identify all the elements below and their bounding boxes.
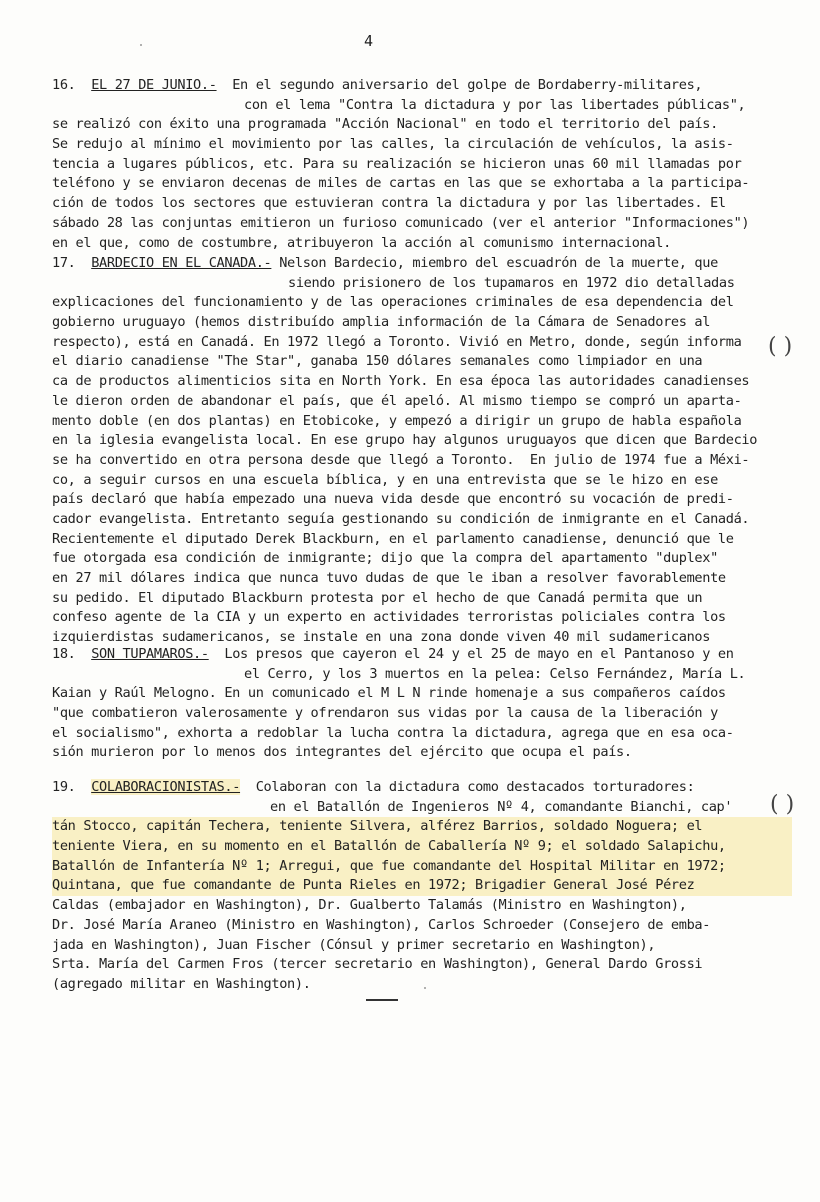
section-line: con el lema "Contra la dictadura y por las libertades públicas", <box>244 96 746 113</box>
section-line: cador evangelista. Entretanto seguía gestionando su condición de inmigrante en el Canadá. <box>52 510 750 527</box>
section-text: Nelson Bardecio, miembro del escuadrón de la muerte, que <box>279 255 718 271</box>
section-text: Colaboran con la dictadura como destacados torturadores: <box>255 779 695 795</box>
section-line: Batallón de Infantería Nº 1; Arregui, que fue comandante del Hospital Militar en 1972; <box>52 857 792 877</box>
section-text: En el segundo aniversario del golpe de Bordaberry-militares, <box>232 77 703 93</box>
section-number: 16. <box>52 77 76 93</box>
section-line: siendo prisionero de los tupamaros en 1972 dio detalladas <box>288 274 735 291</box>
section-18 <box>52 645 792 763</box>
section-line: en el que, como de costumbre, atribuyeron la acción al comunismo internacional. <box>52 234 671 251</box>
section-line: su pedido. El diputado Blackburn protesta por el hecho de que Canadá permita que un <box>52 589 703 606</box>
section-line: país declaró que había empezado una nueva vida desde que encontró su vocación de predi- <box>52 491 734 508</box>
section-text: Los presos que cayeron el 24 y el 25 de mayo en el Pantanoso y en <box>224 646 734 662</box>
section-line: tencia a lugares públicos, etc. Para su realización se hicieron unas 60 mil llamadas por <box>52 155 742 172</box>
section-16 <box>52 76 792 253</box>
section-number: 19. <box>52 779 76 795</box>
section-number: 18. <box>52 646 76 662</box>
section-line: se ha convertido en otra persona desde que llegó a Toronto. En julio de 1974 fue a Méxi- <box>52 451 750 468</box>
section-heading: BARDECIO EN EL CANADA.- <box>91 255 272 271</box>
section-line: teniente Viera, en su momento en el Batallón de Caballería Nº 9; el soldado Salapichu, <box>52 837 792 857</box>
section-line: en la iglesia evangelista local. En ese grupo hay algunos uruguayos que dicen que Bardecio <box>52 432 758 449</box>
section-line: el diario canadiense "The Star", ganaba 150 dólares semanales como limpiador en una <box>52 353 703 370</box>
section-line: se realizó con éxito una programada "Acción Nacional" en todo el territorio del país. <box>52 116 718 133</box>
end-rule <box>366 999 398 1001</box>
section-line: tán Stocco, capitán Techera, teniente Silvera, alférez Barrios, soldado Noguera; el <box>52 817 792 837</box>
section-line: co, a seguir cursos en una escuela bíblica, y en una entrevista que se le hizo en ese <box>52 471 718 488</box>
section-17 <box>52 254 792 648</box>
section-line: explicaciones del funcionamiento y de las operaciones criminales de esa dependencia del <box>52 294 734 311</box>
section-line: Quintana, que fue comandante de Punta Rieles en 1972; Brigadier General José Pérez <box>52 876 792 896</box>
section-19 <box>52 778 795 995</box>
section-line: respecto), está en Canadá. En 1972 llegó a Toronto. Vivió en Metro, donde, según informa <box>52 333 742 350</box>
binder-hole-mark: ( ) <box>770 792 795 817</box>
section-line: sábado 28 las conjuntas emitieron un furioso comunicado (ver el anterior "Informaciones") <box>52 214 750 231</box>
section-heading: SON TUPAMAROS.- <box>91 646 209 662</box>
section-first-line <box>52 645 792 665</box>
section-line: en el Batallón de Ingenieros Nº 4, comandante Bianchi, cap' <box>270 798 733 815</box>
section-line: Caldas (embajador en Washington), Dr. Gualberto Talamás (Ministro en Washington), <box>52 897 687 914</box>
section-line: ción de todos los sectores que estuvieran contra la dictadura y por las libertades. El <box>52 195 726 212</box>
section-line: el Cerro, y los 3 muertos en la pelea: Celso Fernández, María L. <box>244 665 746 682</box>
section-number: 17. <box>52 255 76 271</box>
binder-hole-mark: ( ) <box>768 334 793 359</box>
section-line: fue otorgada esa condición de inmigrante; dijo que la compra del apartamento "duplex" <box>52 550 718 567</box>
page-number: 4 <box>364 32 374 50</box>
section-heading: COLABORACIONISTAS.- <box>91 779 241 795</box>
section-line: gobierno uruguayo (hemos distribuído amplia información de la Cámara de Senadores al <box>52 314 711 331</box>
section-line: confeso agente de la CIA y un experto en actividades terroristas policiales contra los <box>52 609 726 626</box>
section-line: le dieron orden de abandonar el país, que él apeló. Al mismo tiempo se compró un aparta- <box>52 392 742 409</box>
section-line: teléfono y se enviaron decenas de miles de cartas en las que se exhortaba a la participa- <box>52 175 750 192</box>
section-line: Dr. José María Araneo (Ministro en Washington), Carlos Schroeder (Consejero de emba- <box>52 916 711 933</box>
section-line: izquierdistas sudamericanos, se instale en una zona donde viven 40 mil sudamericanos <box>52 629 711 646</box>
section-heading: EL 27 DE JUNIO.- <box>91 77 217 93</box>
section-line: el socialismo", exhorta a redoblar la lucha contra la dictadura, agrega que en esa oca- <box>52 724 734 741</box>
section-first-line <box>52 76 792 96</box>
section-line: Recientemente el diputado Derek Blackburn, en el parlamento canadiense, denunció que le <box>52 530 734 547</box>
section-line: Srta. María del Carmen Fros (tercer secretario en Washington), General Dardo Grossi <box>52 956 703 973</box>
paper-speck <box>424 987 426 989</box>
section-line: sión murieron por lo menos dos integrantes del ejército que ocupa el país. <box>52 744 632 761</box>
section-first-line <box>52 254 792 274</box>
section-line: mento doble (en dos plantas) en Etobicoke, y empezó a dirigir un grupo de habla española <box>52 412 742 429</box>
section-line: ca de productos alimenticios sita en North York. En esa época las autoridades canadienses <box>52 373 750 390</box>
section-line: en 27 mil dólares indica que nunca tuvo dudas de que le iban a resolver favorablemente <box>52 570 726 586</box>
section-line: Kaian y Raúl Melogno. En un comunicado el M L N rinde homenaje a sus compañeros caídos <box>52 685 726 702</box>
section-line: (agregado militar en Washington). <box>52 975 311 992</box>
section-line: Se redujo al mínimo el movimiento por las calles, la circulación de vehículos, la asis- <box>52 136 734 153</box>
paper-speck <box>140 44 142 46</box>
section-line: jada en Washington), Juan Fischer (Cónsul y primer secretario en Washington), <box>52 936 656 953</box>
section-line: "que combatieron valerosamente y ofrendaron sus vidas por la causa de la liberación y <box>52 705 718 722</box>
section-first-line <box>52 778 792 798</box>
